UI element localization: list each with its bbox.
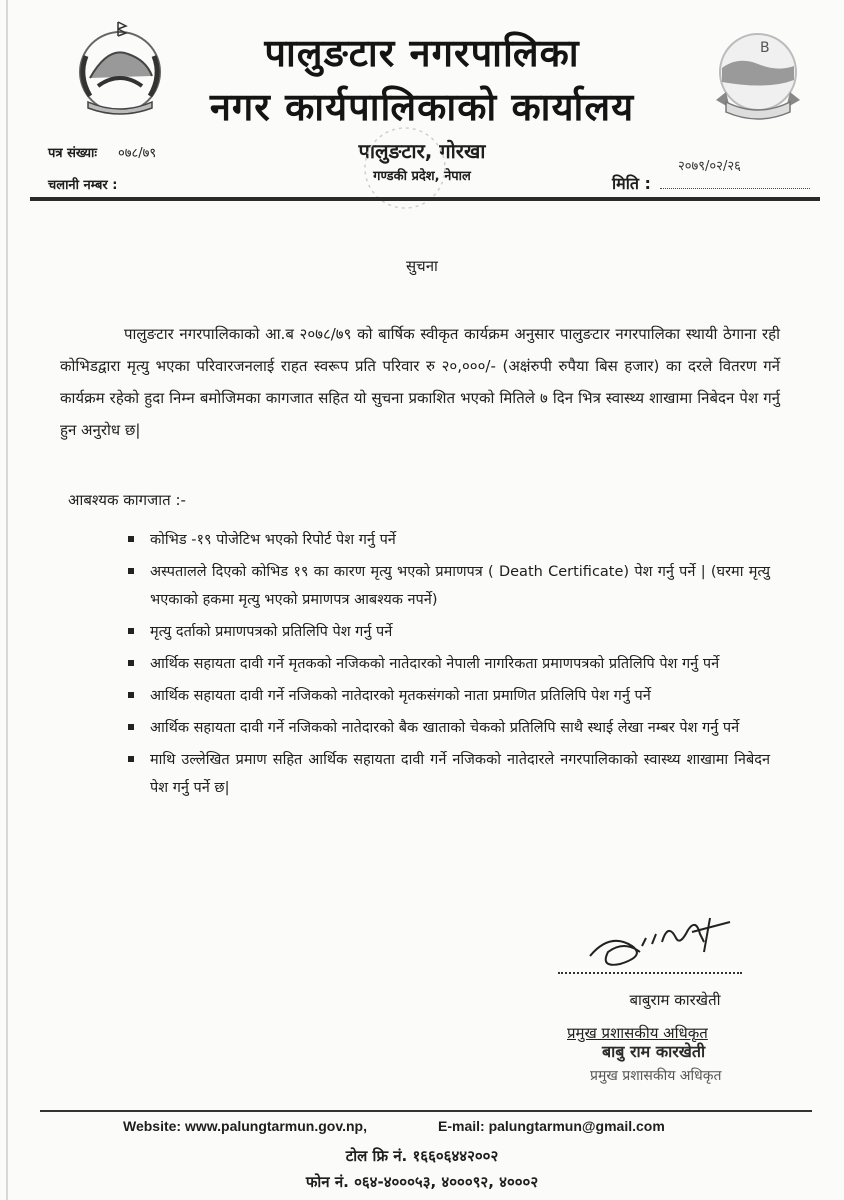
signatory-designation: प्रमुख प्रशासकीय अधिकृत bbox=[567, 1024, 708, 1042]
svg-text:B: B bbox=[760, 40, 770, 56]
footer-toll-free: टोल फ्रि नं. १६६०६४४२००२ bbox=[345, 1147, 499, 1165]
list-item-text: मृत्यु दर्ताको प्रमाणपत्रको प्रतिलिपि पेश गर्नु पर्ने bbox=[150, 624, 393, 640]
bullet-icon bbox=[128, 628, 134, 634]
date-dotted-line bbox=[660, 176, 810, 189]
date-value: २०७९/०२/२६ bbox=[678, 159, 741, 174]
notice-body: पालुङटार नगरपालिकाको आ.ब २०७८/७९ को बार्षिक स्वीकृत कार्यक्रम अनुसार पालुङटार नगरपालिका स्थायी ठेगाना रही कोभिडद्वारा मृत्यु भएका परिवारजनलाई राहत स्वरूप प्रति परिवार रु २०,०००/- (अक्षंरुपी रुपैया बिस हजार) का दरले वितरण गर्ने कार्यक्रम रहेको हुदा निम्न बमोजिमका कागजात सहित यो सुचना प्रकाशित भएको मितिले ७ दिन भित्र स्वास्थ्य शाखामा निबेदन पेश गर्नु हुन अनुरोध छ| bbox=[60, 325, 780, 439]
signature-line bbox=[558, 972, 742, 974]
bullet-icon bbox=[128, 724, 134, 730]
list-item-text: आर्थिक सहायता दावी गर्ने नजिकको नातेदारको मृतकसंगको नाता प्रमाणित प्रतिलिपि पेश गर्नु पर्ने bbox=[150, 688, 651, 704]
list-item bbox=[150, 618, 770, 646]
list-item bbox=[150, 746, 770, 802]
requirements-heading: आबश्यक कागजात :- bbox=[68, 491, 186, 509]
bullet-icon bbox=[128, 756, 134, 762]
list-item bbox=[150, 650, 770, 678]
footer-email: E-mail: palungtarmun@gmail.com bbox=[438, 1118, 665, 1134]
list-item-text: कोभिड -१९ पोजेटिभ भएको रिपोर्ट पेश गर्नु पर्ने bbox=[150, 532, 396, 548]
letter-number-value: ०७८/७९ bbox=[118, 146, 157, 161]
stamp-designation: प्रमुख प्रशासकीय अधिकृत bbox=[590, 1068, 722, 1084]
list-item bbox=[150, 526, 770, 554]
list-item-text: आर्थिक सहायता दावी गर्ने नजिकको नातेदारको बैक खाताको चेकको प्रतिलिपि साथै स्थाई लेखा नम्बर पेश गर्नु पर्ने bbox=[150, 720, 740, 736]
list-item bbox=[150, 558, 770, 614]
office-title-line2: नगर कार्यपालिकाको कार्यालय bbox=[209, 85, 635, 129]
bullet-icon bbox=[128, 692, 134, 698]
list-item-text: अस्पतालले दिएको कोभिड १९ का कारण मृत्यु भएको प्रमाणपत्र ( Death Certificate) पेश गर्नु पर्ने | (घरमा मृत्यु भएकाको हकमा मृत्यु भएको प्रमाणपत्र आबश्यक नपर्ने) bbox=[150, 564, 770, 608]
footer-divider bbox=[40, 1110, 812, 1112]
stamp-name: बाबु राम कारखेती bbox=[602, 1042, 706, 1061]
date-label: मिति : bbox=[612, 174, 651, 193]
notice-title: सुचना bbox=[406, 257, 438, 275]
bullet-icon bbox=[128, 536, 134, 542]
list-item-text: माथि उल्लेखित प्रमाण सहित आर्थिक सहायता दावी गर्ने नजिकको नातेदारले नगरपालिकाको स्वास्थ्य शाखामा निबेदन पेश गर्नु पर्ने छ| bbox=[150, 752, 770, 796]
letter-number-label: पत्र संख्याः bbox=[48, 146, 98, 161]
requirements-list bbox=[150, 526, 770, 806]
bullet-icon bbox=[128, 568, 134, 574]
dispatch-number-label: चलानी नम्बर : bbox=[48, 178, 118, 193]
list-item-text: आर्थिक सहायता दावी गर्ने मृतकको नजिकको नातेदारको नेपाली नागरिकता प्रमाणपत्रको प्रतिलिपि पेश गर्नु पर्ने bbox=[150, 656, 720, 672]
bullet-icon bbox=[128, 660, 134, 666]
signatory-name: बाबुराम कारखेती bbox=[629, 991, 721, 1009]
office-province: गण्डकी प्रदेश, नेपाल bbox=[373, 169, 471, 184]
header-divider bbox=[30, 197, 820, 201]
office-title-line1: पालुङटार नगरपालिका bbox=[264, 31, 580, 75]
list-item bbox=[150, 682, 770, 710]
list-item bbox=[150, 714, 770, 742]
office-seal-icon bbox=[340, 118, 470, 218]
footer-website: Website: www.palungtarmun.gov.np, bbox=[123, 1118, 367, 1134]
signature-icon bbox=[580, 912, 740, 972]
footer-phone: फोन नं. ०६४-४०००५३, ४०००९२, ४०००२ bbox=[305, 1173, 539, 1191]
office-location: पालुङटार, गोरखा bbox=[358, 139, 486, 163]
